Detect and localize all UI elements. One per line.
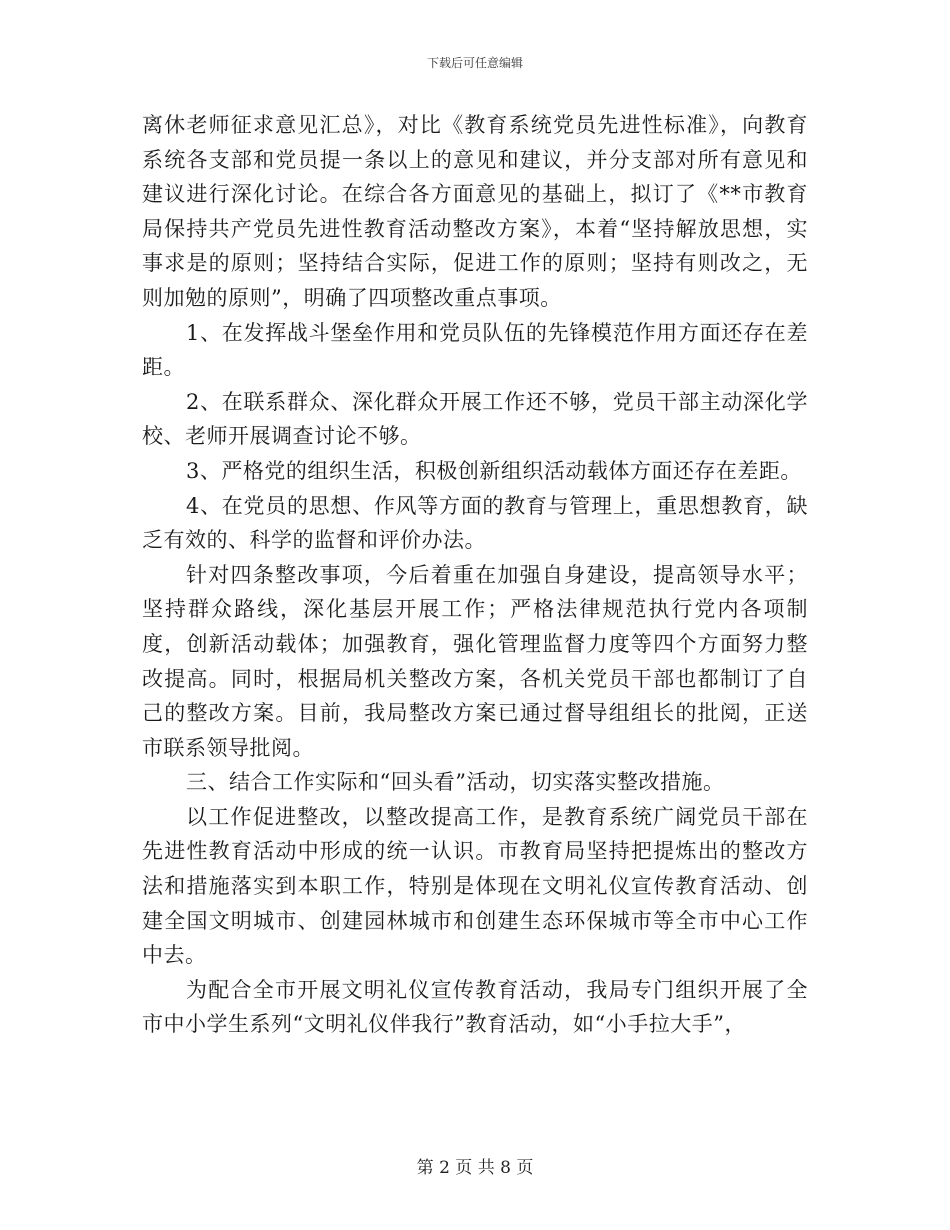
page-header: 下载后可任意编辑 [426, 56, 523, 70]
paragraph-item-2: 2、在联系群众、深化群众开展工作还不够，党员干部主动深化学校、老师开展调查讨论不够。 [142, 389, 808, 449]
paragraph-etiquette: 为配合全市开展文明礼仪宣传教育活动，我局专门组织开展了全市中小学生系列“文明礼仪伴我行”教育活动，如“小手拉大手”， [142, 977, 808, 1037]
paragraph-continued: 离休老师征求意见汇总》，对比《教育系统党员先进性标准》，向教育系统各支部和党员提一条以上的意见和建议，并分支部对所有意见和建议进行深化讨论。在综合各方面意见的基础上，拟订了《**市教育局保持共产党员先进性教育活动整改方案》，本着“坚持解放思想，实事求是的原则；坚持结合实际，促进工作的原则；坚持有则改之，无则加勉的原则”，明确了四项整改重点事项。 [142, 113, 808, 310]
paragraph-rectification: 以工作促进整改，以整改提高工作，是教育系统广阔党员干部在先进性教育活动中形成的统一认识。市教育局坚持把提炼出的整改方法和措施落实到本职工作，特别是体现在文明礼仪宣传教育活动、创建全国文明城市、创建园林城市和创建生态环保城市等全市中心工作中去。 [142, 804, 808, 968]
paragraph-item-1: 1、在发挥战斗堡垒作用和党员队伍的先锋模范作用方面还存在差距。 [142, 320, 808, 380]
document-body [142, 108, 808, 1042]
paragraph-item-4: 4、在党员的思想、作风等方面的教育与管理上，重思想教育，缺乏有效的、科学的监督和评价办法。 [142, 493, 808, 553]
page-number: 第 2 页 共 8 页 [416, 1158, 534, 1178]
paragraph-item-3: 3、严格党的组织生活，积极创新组织活动载体方面还存在差距。 [186, 458, 802, 483]
section-heading-three: 三、结合工作实际和“回头看”活动，切实落实整改措施。 [186, 770, 725, 795]
paragraph-measures: 针对四条整改事项，今后着重在加强自身建设，提高领导水平；坚持群众路线，深化基层开展工作；严格法律规范执行党内各项制度，创新活动载体；加强教育，强化管理监督力度等四个方面努力整改提高。同时，根据局机关整改方案，各机关党员干部也都制订了自己的整改方案。目前，我局整改方案已通过督导组组长的批阅，正送市联系领导批阅。 [142, 562, 808, 760]
